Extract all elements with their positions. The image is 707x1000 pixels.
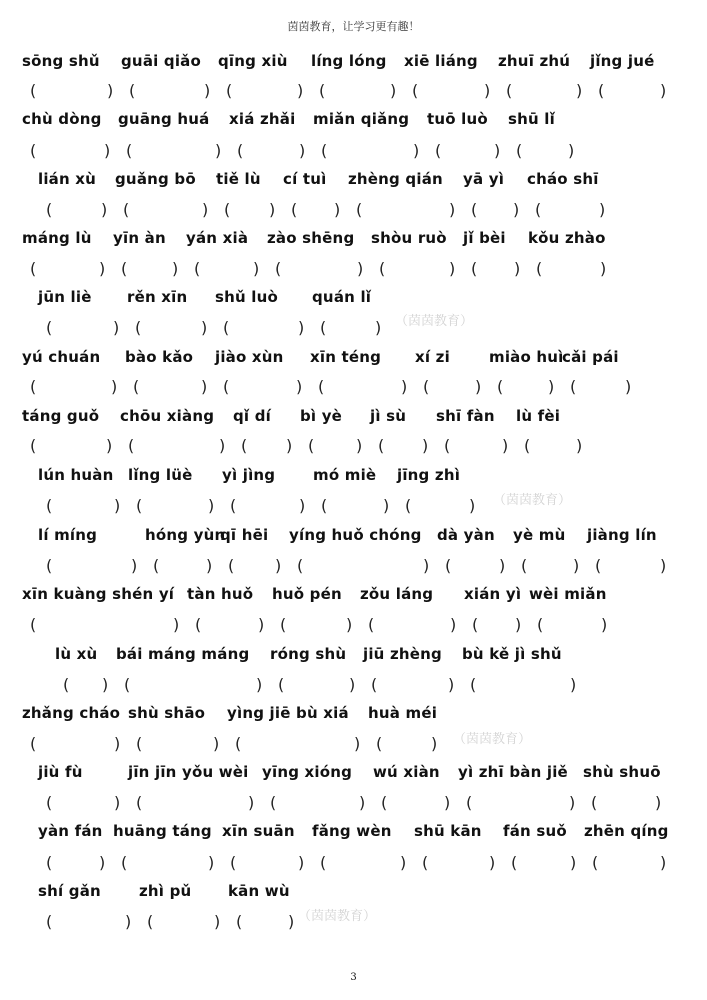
answer-blank-open: (	[280, 615, 287, 634]
pinyin-word: chù dòng	[22, 110, 102, 128]
answer-blank-open: (	[121, 853, 128, 872]
answer-blank-close: )	[99, 259, 106, 278]
answer-blank-open: (	[46, 318, 53, 337]
answer-blank-close: )	[214, 912, 221, 931]
pinyin-word: lún huàn	[38, 466, 114, 484]
answer-blank-close: )	[502, 436, 509, 455]
answer-blank-close: )	[131, 556, 138, 575]
answer-blank-close: )	[576, 81, 583, 100]
answer-blank-close: )	[448, 675, 455, 694]
answer-blank-close: )	[201, 377, 208, 396]
pinyin-word: xiá zhǎi	[229, 110, 296, 128]
pinyin-word: yè mù	[513, 526, 566, 544]
watermark: （茵茵教育）	[493, 493, 572, 508]
pinyin-word: miǎn qiǎng	[313, 110, 410, 128]
pinyin-word: cí tuì	[283, 170, 327, 188]
pinyin-word: zhuī zhú	[498, 52, 571, 70]
answer-blank-open: (	[30, 81, 37, 100]
pinyin-word: lǐng lüè	[128, 466, 193, 484]
answer-blank-close: )	[125, 912, 132, 931]
pinyin-word: bù kě jì shǔ	[462, 645, 562, 663]
answer-blank-open: (	[291, 200, 298, 219]
pinyin-word: yīn àn	[113, 229, 166, 247]
pinyin-word: shū lǐ	[508, 110, 555, 128]
pinyin-word: zhǎng cháo	[22, 704, 121, 722]
answer-blank-open: (	[320, 318, 327, 337]
answer-blank-close: )	[423, 556, 430, 575]
answer-blank-open: (	[444, 436, 451, 455]
answer-blank-open: (	[226, 81, 233, 100]
pinyin-word: yú chuán	[22, 348, 101, 366]
answer-blank-close: )	[484, 81, 491, 100]
pinyin-word: yīng xióng	[262, 763, 353, 781]
answer-blank-close: )	[296, 377, 303, 396]
answer-blank-open: (	[378, 436, 385, 455]
watermark: （茵茵教育）	[395, 314, 474, 329]
answer-blank-open: (	[195, 615, 202, 634]
answer-blank-close: )	[568, 141, 575, 160]
answer-blank-open: (	[46, 853, 53, 872]
answer-blank-close: )	[660, 81, 667, 100]
pinyin-word: kǒu zhào	[528, 229, 606, 247]
answer-blank-close: )	[298, 318, 305, 337]
answer-blank-open: (	[381, 793, 388, 812]
answer-blank-open: (	[379, 259, 386, 278]
pinyin-word: huǒ pén	[272, 585, 342, 603]
pinyin-word: zào shēng	[267, 229, 355, 247]
pinyin-word: tuō luò	[427, 110, 488, 128]
pinyin-word: qī hēi	[220, 526, 269, 544]
pinyin-word: xiē liáng	[404, 52, 478, 70]
pinyin-word: xīn suān	[222, 822, 295, 840]
answer-blank-close: )	[444, 793, 451, 812]
pinyin-word: fǎng wèn	[312, 822, 392, 840]
page-header: 茵茵教育，让学习更有趣！	[287, 20, 420, 33]
answer-blank-open: (	[319, 81, 326, 100]
answer-blank-open: (	[236, 912, 243, 931]
answer-blank-close: )	[450, 615, 457, 634]
answer-blank-close: )	[102, 675, 109, 694]
answer-blank-open: (	[46, 556, 53, 575]
pinyin-word: hóng yùn	[145, 526, 226, 544]
answer-blank-open: (	[270, 793, 277, 812]
answer-blank-close: )	[111, 377, 118, 396]
answer-blank-close: )	[258, 615, 265, 634]
answer-blank-open: (	[497, 377, 504, 396]
answer-blank-open: (	[136, 793, 143, 812]
answer-blank-open: (	[133, 377, 140, 396]
answer-blank-close: )	[288, 912, 295, 931]
pinyin-word: lù fèi	[516, 407, 561, 425]
pinyin-word: shòu ruò	[371, 229, 447, 247]
answer-blank-close: )	[113, 318, 120, 337]
answer-blank-open: (	[224, 200, 231, 219]
answer-blank-open: (	[297, 556, 304, 575]
answer-blank-open: (	[230, 853, 237, 872]
pinyin-word: cháo shī	[527, 170, 599, 188]
answer-blank-open: (	[368, 615, 375, 634]
answer-blank-close: )	[101, 200, 108, 219]
pinyin-word: shǔ luò	[215, 288, 279, 306]
answer-blank-close: )	[297, 81, 304, 100]
pinyin-word: lù xù	[55, 645, 98, 663]
pinyin-word: bái máng máng	[116, 645, 250, 663]
answer-blank-close: )	[449, 259, 456, 278]
answer-blank-open: (	[30, 259, 37, 278]
pinyin-word: guāi qiǎo	[121, 52, 202, 70]
pinyin-word: líng lóng	[311, 52, 387, 70]
answer-blank-close: )	[208, 853, 215, 872]
pinyin-word: huāng táng	[113, 822, 212, 840]
pinyin-word: shù shuō	[583, 763, 661, 781]
answer-blank-close: )	[655, 793, 662, 812]
pinyin-word: kān wù	[228, 882, 290, 900]
pinyin-word: yán xià	[186, 229, 249, 247]
answer-blank-close: )	[208, 496, 215, 515]
pinyin-word: táng guǒ	[22, 407, 100, 425]
answer-blank-close: )	[573, 556, 580, 575]
pinyin-word: lí míng	[38, 526, 98, 544]
answer-blank-open: (	[412, 81, 419, 100]
pinyin-word: xián yì	[464, 585, 522, 603]
answer-blank-open: (	[535, 200, 542, 219]
answer-blank-open: (	[595, 556, 602, 575]
answer-blank-close: )	[275, 556, 282, 575]
answer-blank-close: )	[475, 377, 482, 396]
answer-blank-open: (	[194, 259, 201, 278]
answer-blank-close: )	[299, 141, 306, 160]
answer-blank-open: (	[30, 615, 37, 634]
pinyin-word: tiě lù	[216, 170, 261, 188]
answer-blank-close: )	[354, 734, 361, 753]
answer-blank-close: )	[298, 853, 305, 872]
answer-blank-open: (	[235, 734, 242, 753]
pinyin-word: chōu xiàng	[120, 407, 215, 425]
answer-blank-open: (	[46, 200, 53, 219]
answer-blank-open: (	[472, 615, 479, 634]
answer-blank-close: )	[576, 436, 583, 455]
pinyin-word: xīn téng	[310, 348, 382, 366]
answer-blank-open: (	[376, 734, 383, 753]
pinyin-word: yàn fán	[38, 822, 103, 840]
pinyin-word: zhèng qián	[348, 170, 443, 188]
pinyin-word: qǐ dí	[233, 407, 271, 425]
answer-blank-close: )	[489, 853, 496, 872]
answer-blank-close: )	[383, 496, 390, 515]
pinyin-word: zhì pǔ	[139, 882, 192, 900]
answer-blank-open: (	[275, 259, 282, 278]
answer-blank-open: (	[318, 377, 325, 396]
answer-blank-close: )	[269, 200, 276, 219]
answer-blank-close: )	[390, 81, 397, 100]
answer-blank-close: )	[599, 200, 606, 219]
answer-blank-open: (	[153, 556, 160, 575]
pinyin-word: wú xiàn	[373, 763, 440, 781]
answer-blank-close: )	[114, 793, 121, 812]
pinyin-word: guāng huá	[118, 110, 210, 128]
pinyin-word: guǎng bō	[115, 170, 196, 188]
answer-blank-open: (	[136, 734, 143, 753]
answer-blank-close: )	[514, 259, 521, 278]
answer-blank-open: (	[46, 496, 53, 515]
answer-blank-open: (	[598, 81, 605, 100]
answer-blank-open: (	[471, 259, 478, 278]
pinyin-word: zǒu láng	[360, 585, 434, 603]
answer-blank-close: )	[469, 496, 476, 515]
answer-blank-open: (	[591, 793, 598, 812]
answer-blank-close: )	[600, 259, 607, 278]
answer-blank-open: (	[135, 318, 142, 337]
answer-blank-close: )	[114, 496, 121, 515]
pinyin-word: jì sù	[370, 407, 407, 425]
pinyin-word: jiū zhèng	[363, 645, 442, 663]
answer-blank-close: )	[660, 556, 667, 575]
answer-blank-open: (	[592, 853, 599, 872]
answer-blank-close: )	[172, 259, 179, 278]
answer-blank-close: )	[400, 853, 407, 872]
answer-blank-open: (	[321, 496, 328, 515]
pinyin-word: yā yì	[463, 170, 505, 188]
pinyin-word: shù shāo	[128, 704, 206, 722]
answer-blank-close: )	[202, 200, 209, 219]
answer-blank-close: )	[201, 318, 208, 337]
answer-blank-open: (	[241, 436, 248, 455]
answer-blank-open: (	[30, 377, 37, 396]
answer-blank-open: (	[128, 436, 135, 455]
pinyin-word: tàn huǒ	[187, 585, 254, 603]
pinyin-word: wèi miǎn	[529, 585, 607, 603]
answer-blank-open: (	[570, 377, 577, 396]
answer-blank-close: )	[106, 436, 113, 455]
watermark: （茵茵教育）	[453, 732, 532, 747]
answer-blank-open: (	[321, 141, 328, 160]
answer-blank-open: (	[237, 141, 244, 160]
answer-blank-open: (	[136, 496, 143, 515]
answer-blank-open: (	[308, 436, 315, 455]
answer-blank-open: (	[371, 675, 378, 694]
page-number: 3	[350, 972, 357, 983]
answer-blank-close: )	[422, 436, 429, 455]
pinyin-word: cǎi pái	[562, 348, 619, 366]
answer-blank-close: )	[334, 200, 341, 219]
answer-blank-close: )	[107, 81, 114, 100]
answer-blank-open: (	[356, 200, 363, 219]
answer-blank-close: )	[625, 377, 632, 396]
pinyin-word: máng lù	[22, 229, 92, 247]
answer-blank-close: )	[569, 793, 576, 812]
answer-blank-close: )	[570, 675, 577, 694]
pinyin-word: jǐng jué	[590, 52, 655, 70]
answer-blank-close: )	[299, 496, 306, 515]
answer-blank-open: (	[46, 912, 53, 931]
answer-blank-close: )	[660, 853, 667, 872]
answer-blank-open: (	[516, 141, 523, 160]
answer-blank-open: (	[30, 436, 37, 455]
answer-blank-open: (	[445, 556, 452, 575]
answer-blank-close: )	[173, 615, 180, 634]
answer-blank-close: )	[99, 853, 106, 872]
answer-blank-close: )	[206, 556, 213, 575]
answer-blank-close: )	[499, 556, 506, 575]
answer-blank-open: (	[405, 496, 412, 515]
pinyin-word: lián xù	[38, 170, 97, 188]
answer-blank-close: )	[219, 436, 226, 455]
pinyin-word: dà yàn	[437, 526, 495, 544]
answer-blank-open: (	[506, 81, 513, 100]
answer-blank-close: )	[248, 793, 255, 812]
answer-blank-open: (	[223, 377, 230, 396]
answer-blank-open: (	[511, 853, 518, 872]
pinyin-word: fán suǒ	[503, 822, 567, 840]
answer-blank-open: (	[471, 200, 478, 219]
answer-blank-open: (	[121, 259, 128, 278]
pinyin-word: jūn liè	[38, 288, 92, 306]
answer-blank-open: (	[46, 793, 53, 812]
answer-blank-close: )	[431, 734, 438, 753]
answer-blank-close: )	[413, 141, 420, 160]
answer-blank-close: )	[570, 853, 577, 872]
pinyin-word: jiàng lín	[587, 526, 657, 544]
answer-blank-close: )	[286, 436, 293, 455]
answer-blank-open: (	[230, 496, 237, 515]
answer-blank-close: )	[375, 318, 382, 337]
answer-blank-close: )	[349, 675, 356, 694]
answer-blank-open: (	[435, 141, 442, 160]
answer-blank-open: (	[470, 675, 477, 694]
answer-blank-open: (	[123, 200, 130, 219]
watermark: （茵茵教育）	[298, 909, 377, 924]
pinyin-word: jiào xùn	[215, 348, 284, 366]
answer-blank-close: )	[253, 259, 260, 278]
answer-blank-open: (	[423, 377, 430, 396]
answer-blank-open: (	[124, 675, 131, 694]
answer-blank-close: )	[401, 377, 408, 396]
answer-blank-open: (	[228, 556, 235, 575]
answer-blank-close: )	[548, 377, 555, 396]
answer-blank-close: )	[601, 615, 608, 634]
answer-blank-open: (	[537, 615, 544, 634]
pinyin-word: jīn jīn yǒu wèi	[128, 763, 249, 781]
pinyin-word: qīng xiù	[218, 52, 288, 70]
pinyin-word: shū kān	[414, 822, 482, 840]
answer-blank-close: )	[104, 141, 111, 160]
pinyin-word: miào huì	[489, 348, 564, 366]
pinyin-word: yì zhī bàn jiě	[458, 763, 568, 781]
answer-blank-close: )	[256, 675, 263, 694]
pinyin-word: shí gǎn	[38, 882, 101, 900]
answer-blank-close: )	[215, 141, 222, 160]
answer-blank-close: )	[515, 615, 522, 634]
answer-blank-open: (	[30, 734, 37, 753]
answer-blank-close: )	[449, 200, 456, 219]
answer-blank-open: (	[521, 556, 528, 575]
pinyin-word: jiù fù	[38, 763, 83, 781]
pinyin-word: mó miè	[313, 466, 377, 484]
answer-blank-close: )	[204, 81, 211, 100]
answer-blank-open: (	[129, 81, 136, 100]
pinyin-word: jǐ bèi	[463, 229, 506, 247]
answer-blank-close: )	[357, 259, 364, 278]
answer-blank-close: )	[114, 734, 121, 753]
pinyin-word: yìng jiē bù xiá	[227, 704, 349, 722]
pinyin-word: quán lǐ	[312, 288, 372, 306]
answer-blank-open: (	[278, 675, 285, 694]
pinyin-word: yíng huǒ chóng	[289, 526, 422, 544]
answer-blank-close: )	[346, 615, 353, 634]
pinyin-word: yì jìng	[222, 466, 276, 484]
answer-blank-close: )	[513, 200, 520, 219]
answer-blank-open: (	[30, 141, 37, 160]
pinyin-word: jīng zhì	[397, 466, 461, 484]
answer-blank-open: (	[126, 141, 133, 160]
pinyin-word: bì yè	[300, 407, 343, 425]
answer-blank-open: (	[320, 853, 327, 872]
answer-blank-open: (	[422, 853, 429, 872]
pinyin-word: sōng shǔ	[22, 52, 100, 70]
answer-blank-close: )	[359, 793, 366, 812]
answer-blank-open: (	[466, 793, 473, 812]
pinyin-word: xí zi	[415, 348, 450, 366]
answer-blank-open: (	[524, 436, 531, 455]
pinyin-word: bào kǎo	[125, 348, 194, 366]
answer-blank-close: )	[356, 436, 363, 455]
pinyin-word: shī fàn	[436, 407, 495, 425]
pinyin-word: róng shù	[270, 645, 347, 663]
answer-blank-open: (	[536, 259, 543, 278]
pinyin-word: xīn kuàng shén yí	[22, 585, 175, 603]
answer-blank-close: )	[494, 141, 501, 160]
answer-blank-open: (	[63, 675, 70, 694]
answer-blank-open: (	[223, 318, 230, 337]
pinyin-word: rěn xīn	[127, 288, 188, 306]
answer-blank-close: )	[213, 734, 220, 753]
answer-blank-open: (	[147, 912, 154, 931]
pinyin-word: huà méi	[368, 704, 438, 722]
pinyin-word: zhēn qíng	[584, 822, 669, 840]
